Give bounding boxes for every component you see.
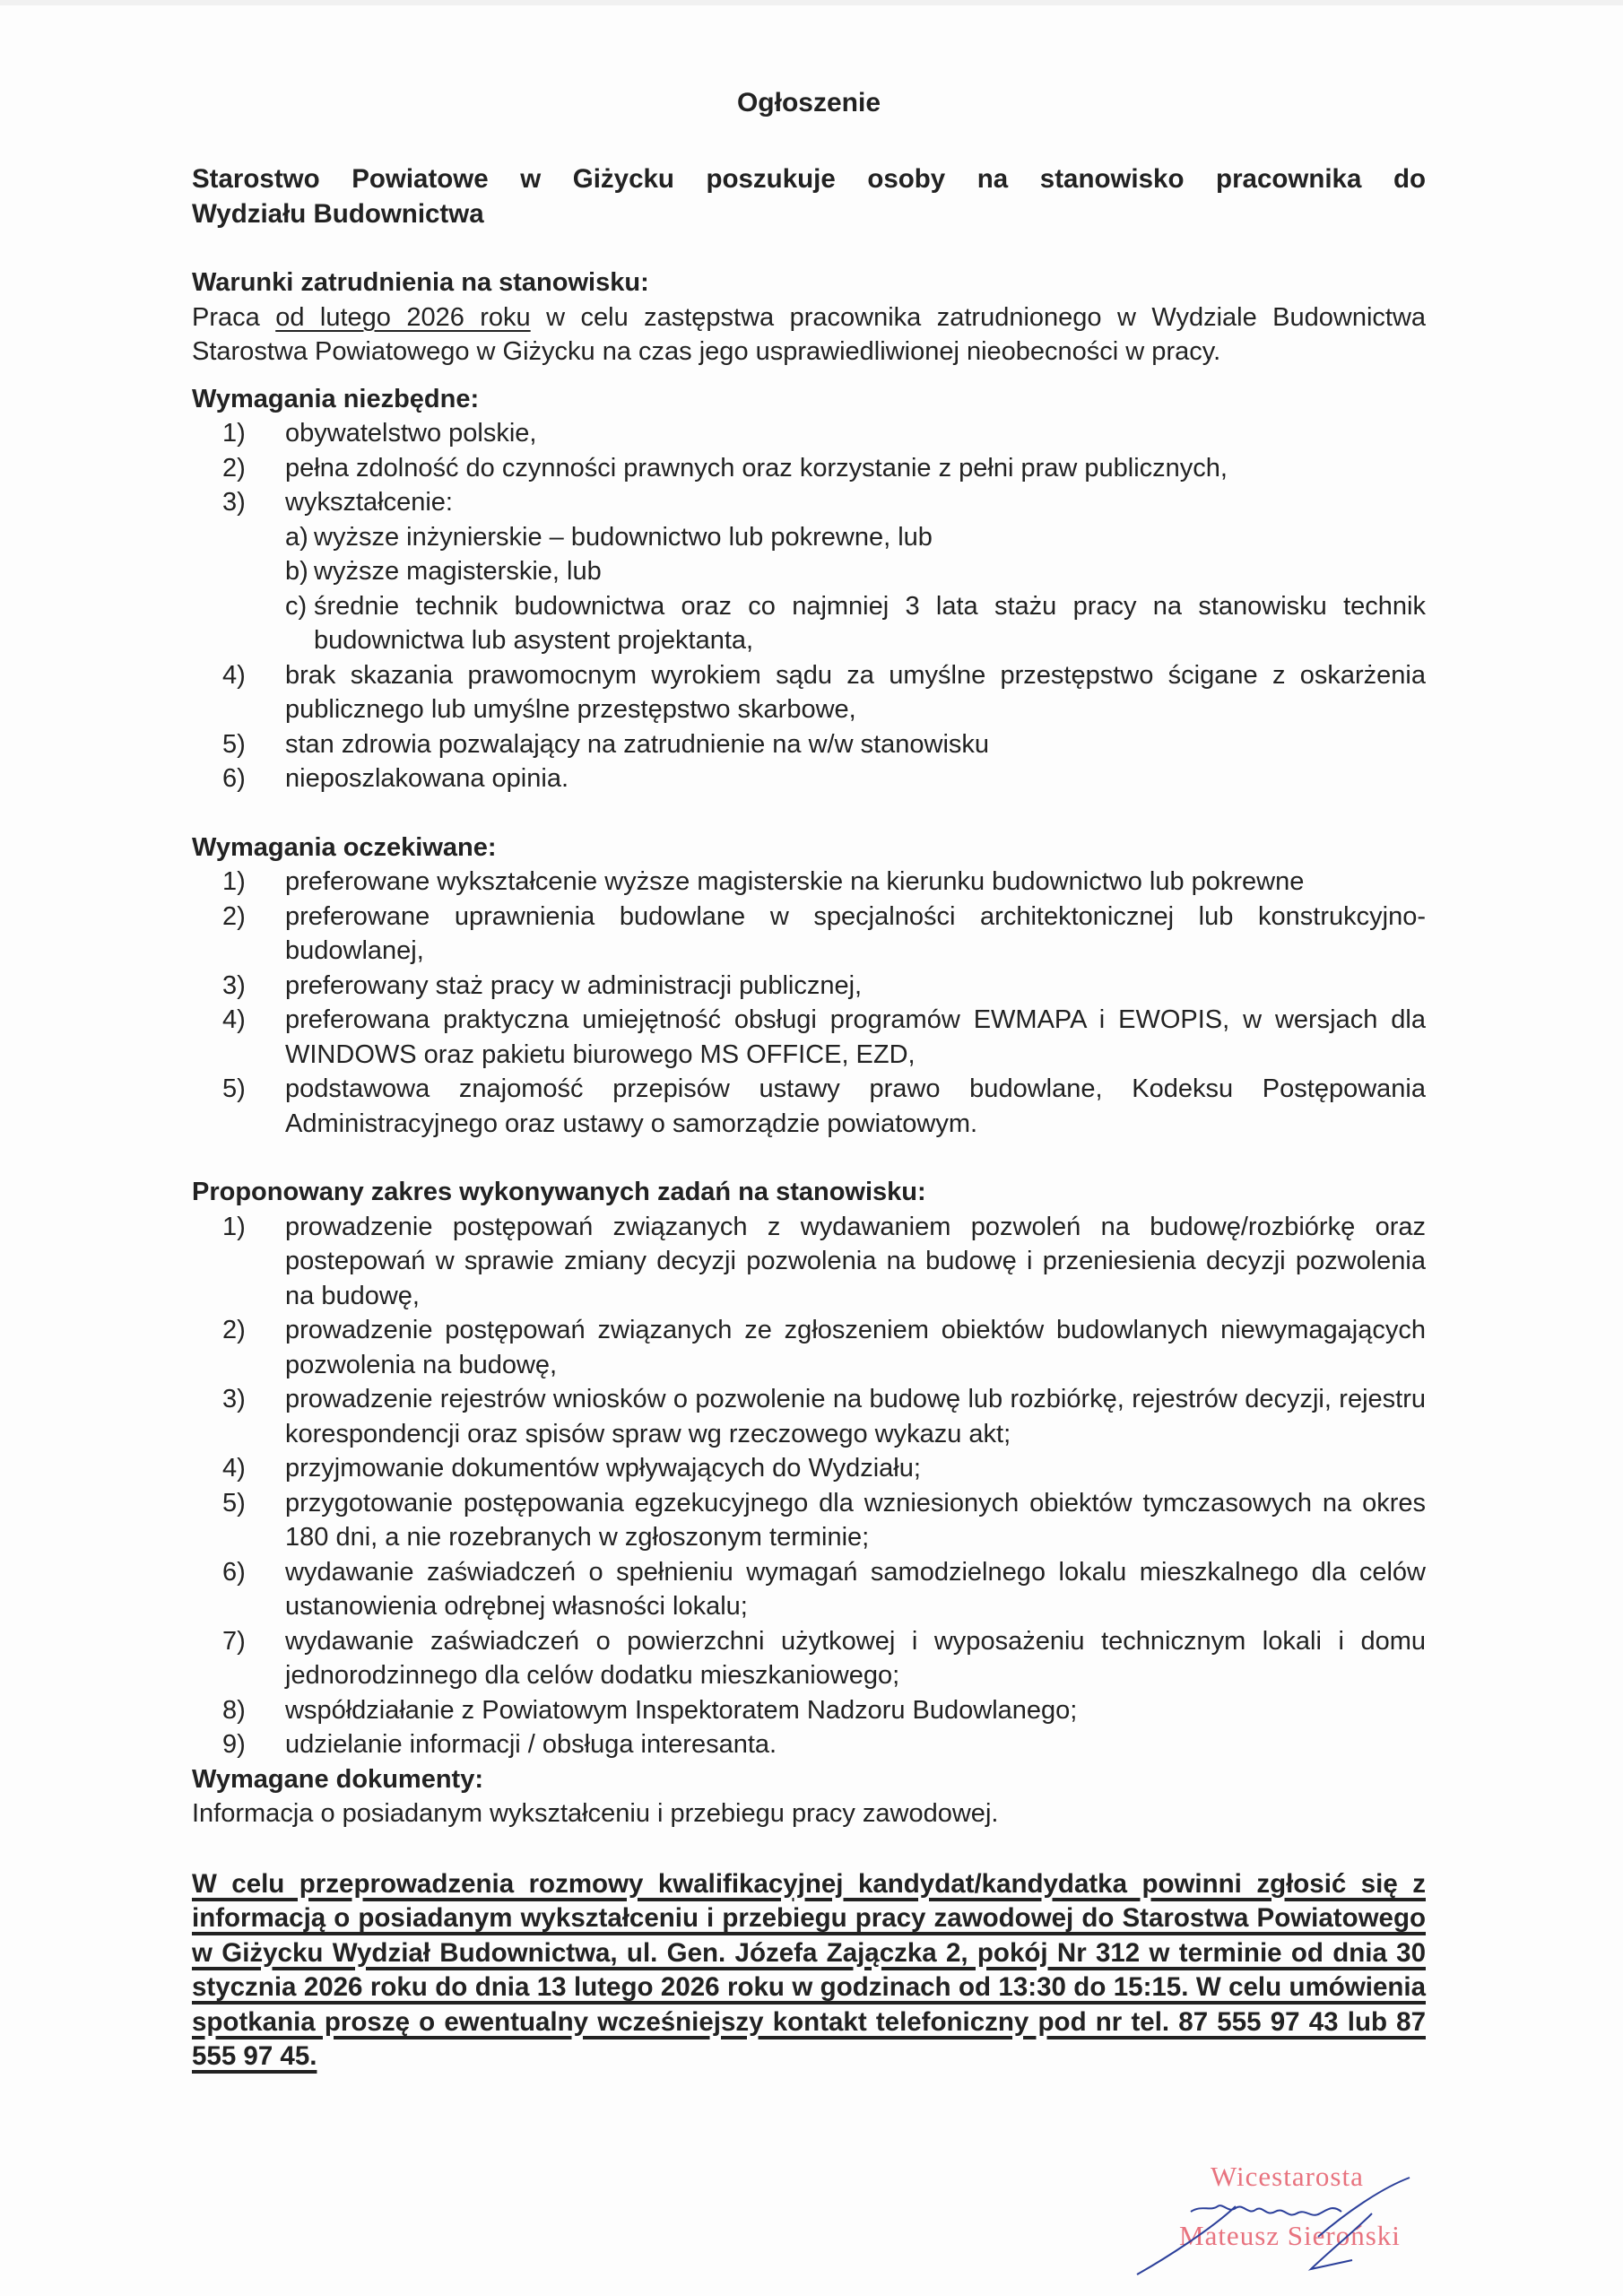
- item-number: 1): [222, 419, 246, 448]
- sub-list-item: [285, 554, 1426, 589]
- item-number: 5): [222, 1488, 246, 1518]
- sub-item-letter: b): [285, 557, 308, 586]
- section-documents: [192, 1762, 1426, 1831]
- sub-item-text: wyższe inżynierskie – budownictwo lub pokrewne, lub: [314, 522, 933, 552]
- item-number: 4): [222, 1454, 246, 1483]
- item-text: preferowane wykształcenie wyższe magisterskie na kierunku budownictwo lub pokrewne: [285, 867, 1305, 896]
- application-instructions: W celu przeprowadzenia rozmowy kwalifikacyjnej kandydat/kandydatka powinni zgłosić się z informacją o posiadanym wykształceniu i przebiegu pracy zawodowej do Starostwa Powiatowego w Giżycku Wydział Budownictwa, ul. Gen. Józefa Zajączka 2, pokój Nr 312 w terminie od dnia 30 stycznia 2026 roku do dnia 13 lutego 2026 roku w godzinach od 13:30 do 15:15. W celu umówienia spotkania proszę o ewentualny wcześniejszy kontakt telefoniczny pod nr tel. 87 555 97 43 lub 87 555 97 45.: [192, 1868, 1426, 2071]
- item-text: brak skazania prawomocnym wyrokiem sądu za umyślne przestępstwo ścigane z oskarżenia publicznego lub umyślne przestępstwo skarbowe,: [285, 660, 1426, 724]
- stamp-role: Wicestarosta: [1211, 2161, 1364, 2192]
- item-text: prowadzenie rejestrów wniosków o pozwolenie na budowę lub rozbiórkę, rejestrów decyzji, rejestru korespondencji oraz spisów spraw wg rzeczowego wykazu akt;: [285, 1385, 1426, 1448]
- document-title: Ogłoszenie: [736, 88, 881, 117]
- list-item: [192, 1072, 1426, 1141]
- item-text: podstawowa znajomość przepisów ustawy prawo budowlane, Kodeksu Postępowania Administracyjnego oraz ustawy o samorządzie powiatowym.: [285, 1074, 1426, 1138]
- education-options-list: [285, 520, 1426, 658]
- list-item: [192, 761, 1426, 796]
- item-number: 4): [222, 660, 246, 690]
- item-text: pełna zdolność do czynności prawnych oraz korzystanie z pełni praw publicznych,: [285, 453, 1228, 483]
- item-number: 1): [222, 867, 246, 896]
- conditions-prefix: Praca: [192, 302, 260, 332]
- item-number: 7): [222, 1626, 246, 1656]
- stamp-name: Mateusz Sieroński: [1179, 2220, 1401, 2251]
- document-content: [192, 85, 1426, 2074]
- item-number: 6): [222, 764, 246, 793]
- list-item: [192, 658, 1426, 727]
- item-text: wydawanie zaświadczeń o powierzchni użytkowej i wyposażeniu technicznym lokali i domu jednorodzinnego dla celów dodatku mieszkaniowego;: [285, 1626, 1426, 1690]
- item-number: 2): [222, 901, 246, 931]
- list-item: [192, 1693, 1426, 1728]
- list-item: [192, 1313, 1426, 1382]
- handwritten-signature-icon: [1112, 2160, 1435, 2276]
- item-number: 5): [222, 1074, 246, 1103]
- section-heading: Warunki zatrudnienia na stanowisku:: [192, 268, 649, 297]
- required-list: [192, 416, 1426, 796]
- list-item: [192, 1624, 1426, 1693]
- item-number: 1): [222, 1212, 246, 1241]
- intro-line-2: Wydziału Budownictwa: [192, 198, 484, 229]
- conditions-rest: w celu zastępstwa pracownika zatrudnionego w Wydziale Budownictwa Starostwa Powiatowego w Giżycku na czas jego usprawiedliwionej nieobecności w pracy.: [192, 302, 1427, 366]
- intro-line-1: Starostwo Powiatowe w Giżycku poszukuje osoby na stanowisko pracownika do: [192, 164, 1426, 194]
- item-number: 4): [222, 1005, 246, 1034]
- item-text: stan zdrowia pozwalający na zatrudnienie na w/w stanowisku: [285, 729, 990, 759]
- item-number: 8): [222, 1695, 246, 1725]
- section-heading: Wymagania oczekiwane:: [192, 832, 497, 862]
- expected-list: [192, 865, 1426, 1141]
- section-tasks: [192, 1175, 1426, 1762]
- list-item: [192, 1486, 1426, 1555]
- item-number: 2): [222, 453, 246, 483]
- item-text: prowadzenie postępowań związanych z wydawaniem pozwoleń na budowę/rozbiórkę oraz postepowań w sprawie zmiany decyzji pozwolenia na budowę i przeniesienia decyzji pozwolenia na budowę,: [285, 1212, 1426, 1310]
- list-item: [192, 1210, 1426, 1314]
- section-heading: Proponowany zakres wykonywanych zadań na stanowisku:: [192, 1178, 926, 1206]
- sub-item-text: średnie technik budownictwa oraz co najmniej 3 lata stażu pracy na stanowisku technik budownictwa lub asystent projektanta,: [314, 591, 1426, 655]
- item-number: 9): [222, 1730, 246, 1759]
- section-expected: [192, 831, 1426, 1142]
- item-text: udzielanie informacji / obsługa interesanta.: [285, 1730, 777, 1759]
- item-text: obywatelstwo polskie,: [285, 419, 537, 448]
- item-text: preferowany staż pracy w administracji publicznej,: [285, 970, 863, 1000]
- spacer: [192, 370, 1426, 382]
- list-item: [192, 865, 1426, 900]
- conditions-start-date: od lutego 2026 roku: [275, 302, 531, 332]
- section-conditions: [192, 265, 1426, 370]
- list-item: [192, 1451, 1426, 1486]
- list-item: [192, 485, 1426, 658]
- spacer: [192, 796, 1426, 831]
- section-required: [192, 382, 1426, 796]
- item-number: 6): [222, 1557, 246, 1587]
- sub-item-letter: a): [285, 522, 308, 552]
- sub-list-item: [285, 589, 1426, 658]
- item-number: 3): [222, 488, 246, 517]
- list-item: [192, 416, 1426, 451]
- signature-stamp: [1112, 2160, 1435, 2276]
- item-text: współdziałanie z Powiatowym Inspektoratem Nadzoru Budowlanego;: [285, 1695, 1078, 1725]
- scan-edge: [0, 0, 1623, 5]
- list-item: [192, 969, 1426, 1004]
- item-text: wykształcenie:: [285, 488, 453, 517]
- list-item: [192, 1727, 1426, 1762]
- item-text: przyjmowanie dokumentów wpływających do Wydziału;: [285, 1454, 921, 1483]
- tasks-list: [192, 1210, 1426, 1762]
- section-heading: Wymagania niezbędne:: [192, 384, 480, 413]
- item-number: 3): [222, 970, 246, 1000]
- item-number: 2): [222, 1316, 246, 1344]
- section-heading: Wymagane dokumenty:: [192, 1764, 483, 1794]
- list-item: [192, 1555, 1426, 1624]
- item-text: prowadzenie postępowań związanych ze zgłoszeniem obiektów budowlanych niewymagających pozwolenia na budowę,: [285, 1316, 1426, 1379]
- item-text: preferowane uprawnienia budowlane w specjalności architektonicznej lub konstrukcyjno-budowlanej,: [285, 901, 1426, 965]
- item-number: 5): [222, 729, 246, 759]
- conditions-text: [192, 300, 1426, 370]
- list-item: [192, 1003, 1426, 1072]
- item-number: 3): [222, 1385, 246, 1413]
- intro-heading: [192, 162, 1426, 231]
- item-text: wydawanie zaświadczeń o spełnieniu wymagań samodzielnego lokalu mieszkalnego dla celów ustanowienia odrębnej własności lokalu;: [285, 1557, 1426, 1621]
- sub-item-letter: c): [285, 591, 308, 621]
- spacer: [192, 1141, 1426, 1175]
- documents-text: Informacja o posiadanym wykształceniu i przebiegu pracy zawodowej.: [192, 1799, 999, 1828]
- item-text: preferowana praktyczna umiejętność obsługi programów EWMAPA i EWOPIS, w wersjach dla WINDOWS oraz pakietu biurowego MS OFFICE, EZD,: [285, 1005, 1426, 1069]
- list-item: [192, 451, 1426, 486]
- item-text: nieposzlakowana opinia.: [285, 764, 568, 793]
- list-item: [192, 900, 1426, 969]
- item-text: przygotowanie postępowania egzekucyjnego dla wzniesionych obiektów tymczasowych na okres 180 dni, a nie rozebranych w zgłoszonym terminie;: [285, 1488, 1426, 1552]
- sub-list-item: [285, 520, 1426, 555]
- list-item: [192, 1382, 1426, 1451]
- sub-item-text: wyższe magisterskie, lub: [314, 557, 602, 586]
- list-item: [192, 727, 1426, 762]
